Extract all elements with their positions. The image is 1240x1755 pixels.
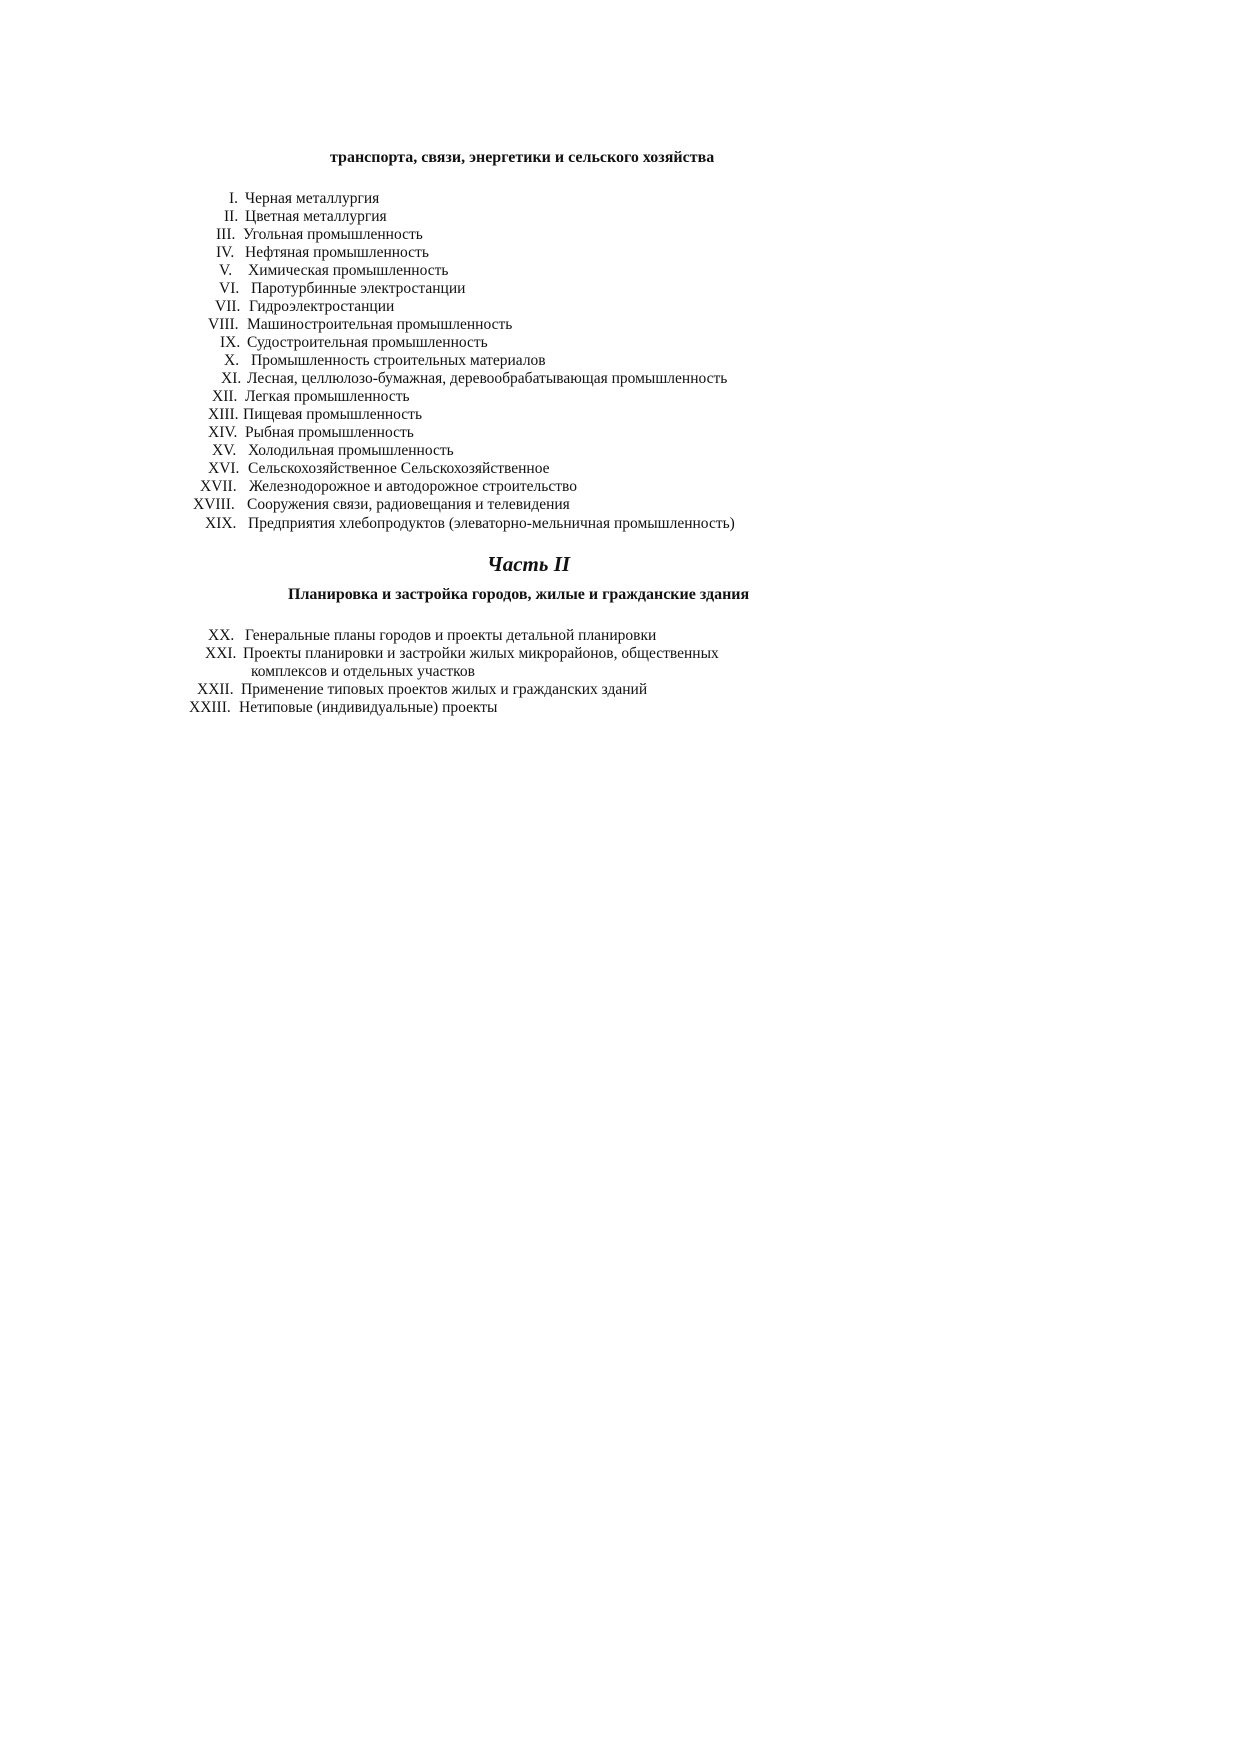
toc-item-text: Проекты планировки и застройки жилых микрорайонов, общественных	[243, 645, 719, 662]
toc-item-number: V.	[219, 262, 233, 279]
toc-item-number: XV.	[212, 442, 237, 459]
table-of-contents-part2	[0, 627, 1240, 717]
toc-item	[0, 699, 1240, 717]
toc-item-text: Цветная металлургия	[245, 208, 387, 225]
toc-item-text: Сельскохозяйственное Сельскохозяйственное	[248, 460, 550, 477]
toc-item-text: Предприятия хлебопродуктов (элеваторно-мельничная промышленность)	[248, 515, 735, 532]
section-subtitle: Планировка и застройка городов, жилые и гражданские здания	[288, 586, 750, 603]
toc-item	[0, 627, 1240, 645]
toc-item	[0, 316, 1240, 334]
toc-item	[0, 681, 1240, 699]
toc-item-number: XX.	[208, 627, 235, 644]
toc-item-number: IX.	[220, 334, 241, 351]
toc-item-text: Машиностроительная промышленность	[247, 316, 513, 333]
toc-item-text: Генеральные планы городов и проекты детальной планировки	[245, 627, 657, 644]
toc-item-text: Лесная, целлюлозо-бумажная, деревообрабатывающая промышленность	[247, 370, 728, 387]
toc-item	[0, 280, 1240, 298]
toc-item-text: Пищевая промышленность	[243, 406, 423, 423]
toc-item-number: IV.	[216, 244, 235, 261]
toc-item-text: Нефтяная промышленность	[245, 244, 429, 261]
toc-item-number: X.	[224, 352, 240, 369]
toc-item-text: Применение типовых проектов жилых и гражданских зданий	[241, 681, 648, 698]
toc-item	[0, 352, 1240, 370]
toc-item-number: VII.	[215, 298, 241, 315]
toc-item-number: XII.	[212, 388, 238, 405]
toc-item-number: XXIII.	[189, 699, 231, 716]
toc-item-number: I.	[229, 190, 239, 207]
toc-item-text: Нетиповые (индивидуальные) проекты	[239, 699, 498, 716]
toc-item	[0, 334, 1240, 352]
toc-item-text: Черная металлургия	[245, 190, 380, 207]
toc-item-continuation	[0, 663, 1240, 681]
toc-item	[0, 514, 1240, 534]
toc-item-text: Железнодорожное и автодорожное строительство	[249, 478, 577, 495]
toc-item	[0, 208, 1240, 226]
toc-item-text: Гидроэлектростанции	[249, 298, 395, 315]
toc-item	[0, 226, 1240, 244]
toc-item-number: XXI.	[205, 645, 237, 662]
toc-item-text: Холодильная промышленность	[248, 442, 454, 459]
toc-item	[0, 645, 1240, 663]
toc-item-text: Судостроительная промышленность	[247, 334, 488, 351]
toc-item-number: XIV.	[208, 424, 238, 441]
toc-item	[0, 496, 1240, 514]
toc-item-number: XVIII.	[193, 496, 235, 513]
toc-item-text: Рыбная промышленность	[245, 424, 414, 441]
toc-item	[0, 460, 1240, 478]
toc-item-number: XIX.	[205, 515, 237, 532]
toc-item-number: XIII.	[208, 406, 239, 423]
toc-item	[0, 370, 1240, 388]
toc-item-number: XVI.	[208, 460, 240, 477]
toc-item-number: II.	[224, 208, 239, 225]
toc-item	[0, 406, 1240, 424]
toc-item-text: комплексов и отдельных участков	[251, 663, 475, 680]
toc-item-number: III.	[216, 226, 236, 243]
toc-item	[0, 190, 1240, 208]
toc-item	[0, 262, 1240, 280]
toc-item-number: VI.	[219, 280, 240, 297]
toc-item-number: XI.	[221, 370, 242, 387]
toc-item	[0, 388, 1240, 406]
part-title: Часть II	[487, 552, 571, 576]
section-subtitle: транспорта, связи, энергетики и сельского хозяйства	[330, 149, 715, 166]
toc-item-number: XVII.	[200, 478, 237, 495]
toc-item	[0, 244, 1240, 262]
toc-item-text: Сооружения связи, радиовещания и телевидения	[247, 496, 570, 513]
toc-item-text: Химическая промышленность	[248, 262, 449, 279]
toc-item-text: Паротурбинные электростанции	[251, 280, 466, 297]
toc-item-text: Легкая промышленность	[245, 388, 410, 405]
toc-item	[0, 424, 1240, 442]
toc-item	[0, 478, 1240, 496]
toc-item-number: XXII.	[197, 681, 234, 698]
toc-item-text: Промышленность строительных материалов	[251, 352, 546, 369]
toc-item	[0, 442, 1240, 460]
toc-item	[0, 298, 1240, 316]
toc-item-number: VIII.	[208, 316, 239, 333]
table-of-contents-part1	[0, 190, 1240, 534]
toc-item-text: Угольная промышленность	[243, 226, 423, 243]
